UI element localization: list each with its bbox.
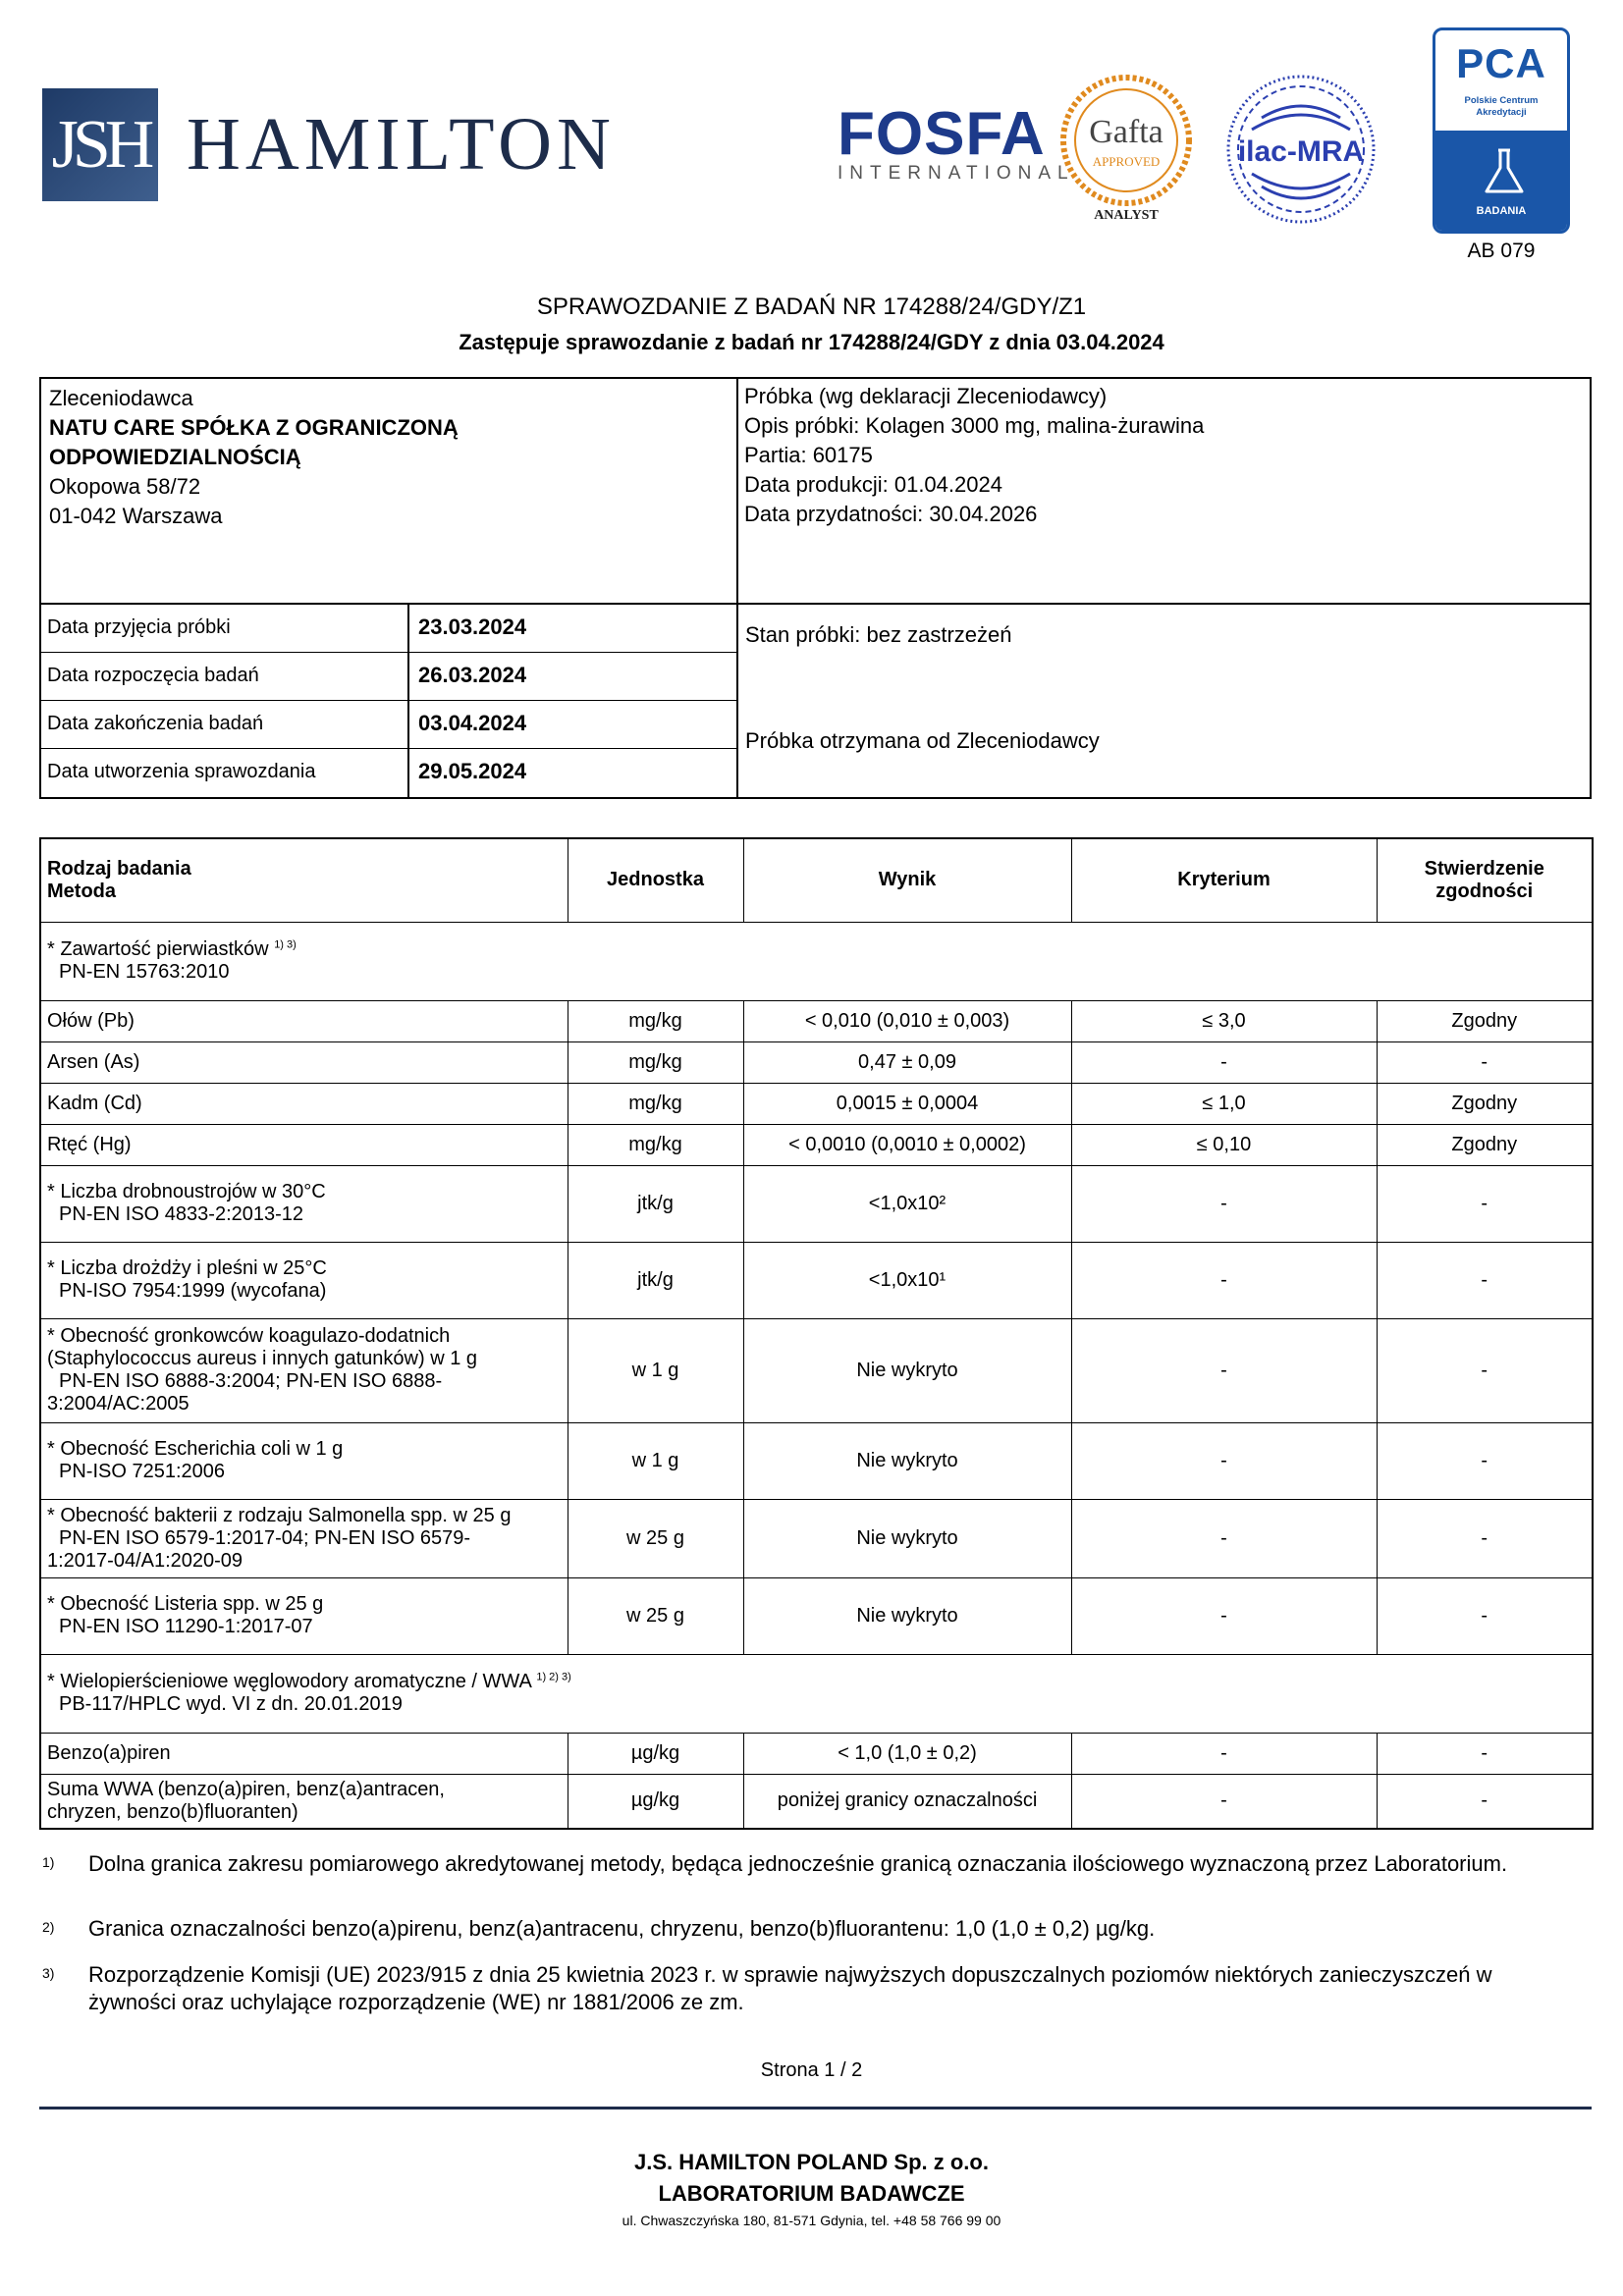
gafta-logo [1057,72,1195,209]
group-title: * Zawartość pierwiastków [47,938,269,960]
flask-icon [1483,148,1526,197]
cell-unit: jtk/g [568,1165,743,1242]
sample-label: Próbka (wg deklaracji Zleceniodawcy) [744,384,1108,408]
table-row [40,1733,1593,1774]
sample-production-date: Data produkcji: 01.04.2024 [744,472,1002,497]
sample-condition: Stan próbki: bez zastrzeżeń [745,622,1012,647]
header-test-type [40,838,568,922]
cell-unit: mg/kg [568,1041,743,1083]
cell-criterion: - [1071,1242,1377,1318]
cell-unit: w 1 g [568,1318,743,1422]
cell-result: Nie wykryto [743,1499,1071,1577]
test-line: * Liczba drobnoustrojów w 30°C [47,1181,326,1202]
cell-result: poniżej granicy oznaczalności [743,1774,1071,1829]
cell-test [40,1499,568,1577]
jsh-logo-letters: JSH [51,107,149,183]
cell-result: 0,0015 ± 0,0004 [743,1083,1071,1124]
header-result: Wynik [743,838,1071,922]
cell-conformity: - [1377,1733,1593,1774]
test-line: * Obecność gronkowców koagulazo-dodatnich [47,1325,451,1347]
fosfa-logo-subtitle: INTERNATIONAL [838,163,1075,184]
cell-test [40,1165,568,1242]
cell-conformity: - [1377,1242,1593,1318]
pca-sub-line2: Akredytacji [1476,107,1527,118]
cell-test: Arsen (As) [40,1041,568,1083]
group-footnote-ref: 1) 3) [274,938,297,951]
cell-criterion: - [1071,1165,1377,1242]
results-table [39,837,1594,1830]
test-line: chryzen, benzo(b)fluoranten) [47,1800,298,1823]
table-group-row [40,1654,1593,1733]
cell-result: Nie wykryto [743,1422,1071,1499]
client-street: Okopowa 58/72 [49,474,201,499]
ilac-mra-text: ilac-MRA [1237,135,1365,168]
sample-expiry-date: Data przydatności: 30.04.2026 [744,502,1038,526]
fosfa-logo: FOSFA [838,100,1046,168]
report-title: SPRAWOZDANIE Z BADAŃ NR 174288/24/GDY/Z1 [536,294,1087,320]
table-row [40,1124,1593,1165]
dates-grid-divider [407,605,409,797]
cell-result: <1,0x10² [743,1165,1071,1242]
cell-test [40,1318,568,1422]
cell-result: 0,47 ± 0,09 [743,1041,1071,1083]
cell-unit: mg/kg [568,1000,743,1041]
cell-test [40,1774,568,1829]
table-row [40,1242,1593,1318]
cell-criterion: - [1071,1774,1377,1829]
cell-conformity: - [1377,1499,1593,1577]
header-test-type-line1: Rodzaj badania [47,857,191,880]
footer-divider [39,2107,1592,2109]
table-row [40,1041,1593,1083]
cell-conformity: - [1377,1041,1593,1083]
footnote [42,1961,1574,2016]
cell-criterion: - [1071,1733,1377,1774]
cell-unit: jtk/g [568,1242,743,1318]
cell-test [40,1577,568,1654]
client-name-line1: NATU CARE SPÓŁKA Z OGRANICZONĄ [49,415,459,440]
header-conformity-line2: zgodności [1435,880,1534,902]
header-conformity-line1: Stwierdzenie [1424,857,1544,880]
pca-logo-blue-field [1435,131,1567,234]
group-title: * Wielopierścieniowe węglowodory aromatyczne / WWA [47,1671,531,1692]
footer-address: ul. Chwaszczyńska 180, 81-571 Gdynia, tel. +48 58 766 99 00 [622,2213,1001,2228]
sample-block [744,382,1204,529]
cell-criterion: - [1071,1499,1377,1577]
client-label: Zleceniodawca [49,386,193,410]
cell-criterion: ≤ 1,0 [1071,1083,1377,1124]
cell-test [40,1242,568,1318]
accreditation-number: AB 079 [1467,240,1536,262]
table-row [40,1165,1593,1242]
test-method: PN-ISO 7251:2006 [59,1461,225,1482]
table-header-row [40,838,1593,922]
client-name-line2: ODPOWIEDZIALNOŚCIĄ [49,445,301,469]
cell-conformity: - [1377,1577,1593,1654]
cell-unit: mg/kg [568,1083,743,1124]
header-unit: Jednostka [568,838,743,922]
date-label: Data rozpoczęcia badań [47,665,259,686]
test-method: PN-EN ISO 6579-1:2017-04; PN-EN ISO 6579- [59,1526,471,1549]
group-method: PN-EN 15763:2010 [59,961,230,983]
pca-logo-title: PCA [1456,40,1546,86]
sample-batch: Partia: 60175 [744,443,873,467]
client-city: 01-042 Warszawa [49,504,223,528]
test-line: * Obecność Escherichia coli w 1 g [47,1438,344,1460]
test-method: PN-EN ISO 6888-3:2004; PN-EN ISO 6888- [59,1370,443,1392]
date-label: Data utworzenia sprawozdania [47,761,316,782]
cell-criterion: - [1071,1577,1377,1654]
client-block [49,384,459,531]
cell-criterion: - [1071,1318,1377,1422]
date-value: 29.05.2024 [418,759,527,783]
sample-received-from: Próbka otrzymana od Zleceniodawcy [745,728,1100,753]
test-line: * Obecność bakterii z rodzaju Salmonella spp. w 25 g [47,1504,512,1526]
cell-criterion: ≤ 0,10 [1071,1124,1377,1165]
cell-test [40,1422,568,1499]
test-method: 1:2017-04/A1:2020-09 [47,1549,243,1572]
cell-test: Ołów (Pb) [40,1000,568,1041]
test-line: Suma WWA (benzo(a)piren, benz(a)antracen, [47,1778,445,1800]
footnote-text: Dolna granica zakresu pomiarowego akredytowanej metody, będąca jednocześnie granicą oznaczania ilościowego wyznaczoną przez Laboratorium. [88,1851,1508,1876]
table-row [40,1577,1593,1654]
cell-conformity: Zgodny [1377,1083,1593,1124]
cell-test: Benzo(a)piren [40,1733,568,1774]
gafta-logo-text: Gafta [1089,114,1163,150]
test-method: 3:2004/AC:2005 [47,1393,189,1415]
footer-company: J.S. HAMILTON POLAND Sp. z o.o. [634,2150,989,2174]
cell-unit: mg/kg [568,1124,743,1165]
cell-criterion: ≤ 3,0 [1071,1000,1377,1041]
pca-logo-subtitle [1435,95,1567,119]
cell-test: Kadm (Cd) [40,1083,568,1124]
cell-conformity: - [1377,1774,1593,1829]
ilac-mra-logo [1222,71,1380,228]
header-test-type-line2: Metoda [47,880,116,902]
cell-unit: w 25 g [568,1577,743,1654]
hamilton-logo-text: HAMILTON [187,103,616,186]
cell-conformity: - [1377,1318,1593,1422]
table-row [40,1000,1593,1041]
date-value: 26.03.2024 [418,663,527,687]
cell-result: <1,0x10¹ [743,1242,1071,1318]
header-criterion: Kryterium [1071,838,1377,922]
group-cell [40,1654,1593,1733]
date-label: Data zakończenia badań [47,713,264,734]
footnote-text: Rozporządzenie Komisji (UE) 2023/915 z dnia 25 kwietnia 2023 r. w sprawie najwyższych dopuszczalnych poziomów niektórych zanieczyszczeń w żywności oraz uchylające rozporządzenie (WE) nr 1881/2006 ze zm. [88,1962,1492,2014]
table-row [40,1499,1593,1577]
group-cell [40,922,1593,1000]
pca-logo [1433,27,1570,234]
footnote [42,1850,1574,1878]
footnote [42,1915,1574,1943]
footnote-number: 1) [42,1854,55,1870]
date-label: Data przyjęcia próbki [47,616,231,638]
date-value: 23.03.2024 [418,614,527,639]
date-row [39,749,737,797]
test-method: PN-EN ISO 11290-1:2017-07 [59,1616,313,1637]
date-row [39,605,737,653]
table-row [40,1083,1593,1124]
cell-conformity: Zgodny [1377,1000,1593,1041]
gafta-analyst-label: ANALYST [1094,208,1159,223]
table-group-row [40,922,1593,1000]
cell-result: Nie wykryto [743,1318,1071,1422]
footnote-number: 2) [42,1919,55,1935]
footer-lab: LABORATORIUM BADAWCZE [658,2181,965,2206]
sample-description: Opis próbki: Kolagen 3000 mg, malina-żurawina [744,413,1205,438]
cell-unit: µg/kg [568,1733,743,1774]
table-row [40,1422,1593,1499]
cell-result: < 1,0 (1,0 ± 0,2) [743,1733,1071,1774]
cell-result: < 0,010 (0,010 ± 0,003) [743,1000,1071,1041]
cell-result: Nie wykryto [743,1577,1071,1654]
cell-conformity: - [1377,1422,1593,1499]
date-row [39,653,737,701]
cell-unit: w 25 g [568,1499,743,1577]
table-row [40,1318,1593,1422]
test-method: PN-EN ISO 4833-2:2013-12 [59,1203,304,1225]
cell-conformity: - [1377,1165,1593,1242]
report-subtitle: Zastępuje sprawozdanie z badań nr 174288/24/GDY z dnia 03.04.2024 [459,330,1164,354]
cell-test: Rtęć (Hg) [40,1124,568,1165]
cell-unit: w 1 g [568,1422,743,1499]
gafta-approved-text: APPROVED [1092,154,1161,169]
page-number: Strona 1 / 2 [760,2059,863,2081]
header-conformity [1377,838,1593,922]
group-method: PB-117/HPLC wyd. VI z dn. 20.01.2019 [59,1693,403,1715]
cell-criterion: - [1071,1041,1377,1083]
test-line: * Liczba drożdży i pleśni w 25°C [47,1257,327,1279]
pca-logo-badania: BADANIA [1476,205,1527,217]
date-row [39,701,737,749]
cell-conformity: Zgodny [1377,1124,1593,1165]
test-line: (Staphylococcus aureus i innych gatunków) w 1 g [47,1348,478,1369]
test-method: PN-ISO 7954:1999 (wycofana) [59,1280,327,1302]
cell-result: < 0,0010 (0,0010 ± 0,0002) [743,1124,1071,1165]
table-row [40,1774,1593,1829]
test-line: * Obecność Listeria spp. w 25 g [47,1593,324,1615]
footnote-number: 3) [42,1965,55,1981]
footnote-text: Granica oznaczalności benzo(a)pirenu, benz(a)antracenu, chryzenu, benzo(b)fluorantenu: 1,0 (1,0 ± 0,2) µg/kg. [88,1916,1156,1941]
pca-sub-line1: Polskie Centrum [1464,95,1539,106]
cell-unit: µg/kg [568,1774,743,1829]
group-footnote-ref: 1) 2) 3) [536,1671,571,1683]
cell-criterion: - [1071,1422,1377,1499]
date-value: 03.04.2024 [418,711,527,735]
